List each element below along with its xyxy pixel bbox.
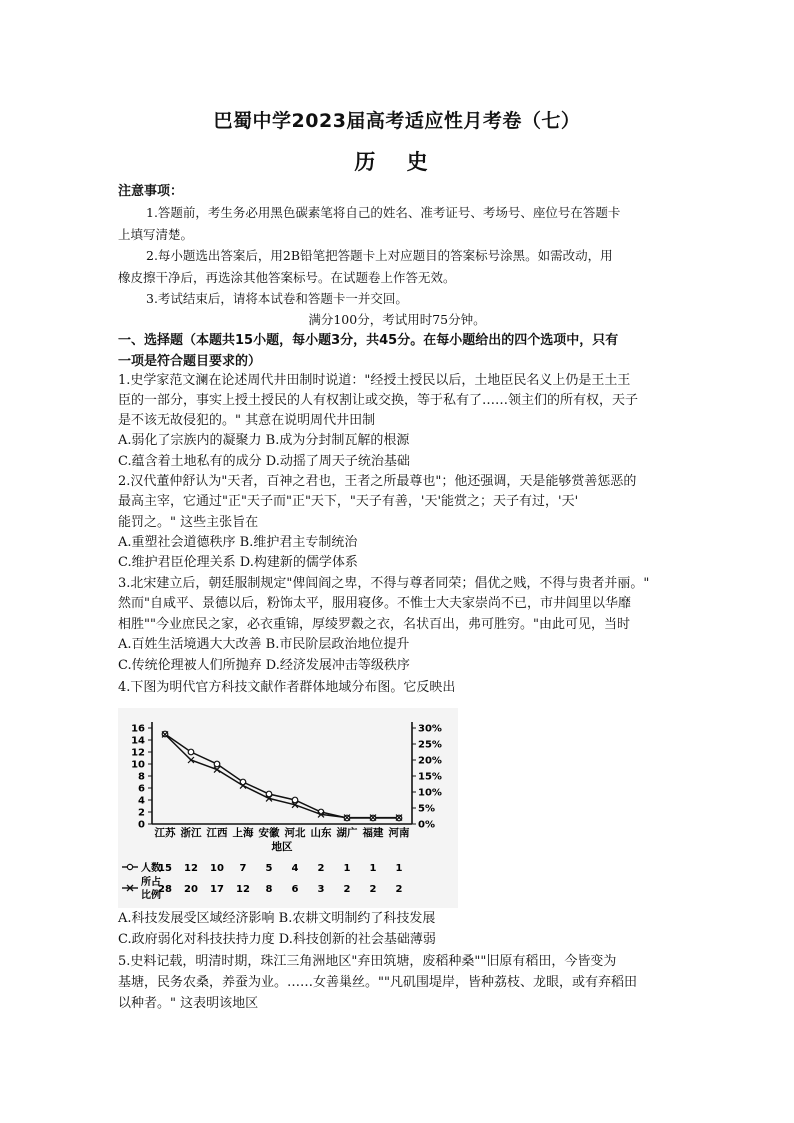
legend-count-marker (127, 864, 132, 869)
notice-heading: 注意事项： (118, 184, 184, 199)
x-tick-label: 河南 (388, 827, 410, 839)
q3-stem-2: 然而"自咸平、景德以后，粉饰太平，服用寝侈。不惟士大夫家崇尚不已，市井闾里以华靡 (118, 596, 631, 611)
notice-item-2-cont: 橡皮擦干净后，再选涂其他答案标号。在试题卷上作答无效。 (118, 270, 456, 285)
left-tick-label: 6 (138, 783, 145, 795)
x-tick-label: 安徽 (258, 827, 280, 839)
q3-stem-1: 3.北宋建立后，朝廷服制规定"俾闾阎之卑，不得与尊者同荣；倡优之贱，不得与贵者并丽。" (118, 576, 650, 591)
count-value: 7 (239, 863, 247, 874)
ratio-value: 6 (291, 884, 299, 895)
left-tick-label: 16 (131, 723, 145, 735)
q1-stem-3: 是不该无故侵犯的。" 其意在说明周代井田制 (118, 413, 376, 428)
count-value: 1 (343, 863, 351, 874)
q5-stem-1: 5.史料记载，明清时期，珠江三角洲地区"弃田筑塘，废稻种桑""旧原有稻田，今皆变为 (118, 954, 617, 969)
legend-count-label: 人数 (141, 863, 161, 874)
count-value: 1 (369, 863, 377, 874)
count-value: 5 (265, 863, 273, 874)
x-tick-label: 江苏 (154, 827, 176, 839)
q3-options-cd[interactable]: C.传统伦理被人们所抛弃 D.经济发展冲击等级秩序 (118, 658, 410, 673)
right-tick-label: 20% (418, 755, 442, 767)
count-value: 15 (158, 863, 172, 874)
ratio-value: 28 (158, 884, 172, 895)
ratio-value: 2 (395, 884, 403, 895)
count-value: 10 (210, 863, 224, 874)
q1-options-ab[interactable]: A.弱化了宗族内的凝聚力 B.成为分封制瓦解的根源 (118, 433, 410, 448)
left-tick-label: 14 (131, 735, 145, 747)
score-time: 满分100分，考试用时75分钟。 (308, 312, 486, 327)
x-axis-label: 地区 (271, 841, 293, 853)
count-value: 4 (291, 863, 299, 874)
right-tick-label: 5% (418, 803, 435, 815)
q1-stem-1: 1.史学家范文澜在论述周代井田制时说道："经授土授民以后，土地臣民名义上仍是王土王 (118, 373, 631, 388)
x-tick-label: 浙江 (180, 827, 202, 839)
x-tick-label: 河北 (284, 827, 306, 839)
count-value: 12 (184, 863, 198, 874)
q5-stem-3: 以种者。" 这表明该地区 (118, 996, 259, 1011)
q1-stem-2: 臣的一部分，事实上授土授民的人有权割让或交换，等于私有了……领主们的所有权，天子 (118, 393, 639, 408)
x-tick-label: 福建 (362, 827, 384, 839)
exam-title: 巴蜀中学2023届高考适应性月考卷（七） (213, 110, 581, 132)
legend-ratio-label: 所占 (141, 877, 161, 888)
x-tick-label: 山东 (310, 827, 332, 839)
ratio-value: 3 (317, 884, 325, 895)
ratio-value: 2 (369, 884, 377, 895)
notice-item-1-cont: 上填写清楚。 (118, 227, 194, 242)
q2-options-cd[interactable]: C.维护君臣伦理关系 D.构建新的儒学体系 (118, 555, 358, 570)
right-tick-label: 0% (418, 819, 435, 831)
notice-item-2: 2.每小题选出答案后，用2B铅笔把答题卡上对应题目的答案标号涂黑。如需改动，用 (146, 248, 613, 263)
notice-item-3: 3.考试结束后，请将本试卷和答题卡一并交回。 (146, 291, 408, 306)
q1-options-cd[interactable]: C.蕴含着土地私有的成分 D.动摇了周天子统治基础 (118, 454, 410, 469)
left-tick-label: 10 (131, 759, 145, 771)
x-tick-label: 湖广 (336, 827, 358, 839)
left-tick-label: 2 (138, 807, 145, 819)
count-point (292, 797, 298, 803)
right-tick-label: 30% (418, 723, 442, 735)
q3-stem-3: 相胜""今业庶民之家，必衣重锦，厚绫罗縠之衣，名状百出，弗可胜穷。"由此可见，当时 (118, 617, 630, 632)
left-tick-label: 0 (138, 819, 145, 831)
right-tick-label: 10% (418, 787, 442, 799)
section-heading: 一、选择题（本题共15小题，每小题3分，共45分。在每小题给出的四个选项中，只有 (118, 333, 619, 348)
q4-stem-1: 4.下图为明代官方科技文献作者群体地域分布图。它反映出 (118, 680, 456, 695)
q2-options-ab[interactable]: A.重塑社会道德秩序 B.维护君主专制统治 (118, 535, 358, 550)
ratio-value: 8 (265, 884, 273, 895)
q5-stem-2: 基塘，民务农桑，养蚕为业。……女善巢丝。""凡矶围堤岸，皆种荔枝、龙眼，或有弃稻田 (118, 975, 637, 990)
count-value: 1 (395, 863, 403, 874)
ratio-value: 2 (343, 884, 351, 895)
q2-stem-3: 能罚之。" 这些主张旨在 (118, 515, 259, 530)
q3-options-ab[interactable]: A.百姓生活境遇大大改善 B.市民阶层政治地位提升 (118, 637, 410, 652)
legend-ratio-label-2: 比例 (141, 890, 161, 901)
subject-title: 历 史 (354, 150, 440, 174)
q2-stem-2: 最高主宰，它通过"正"天子而"正"天下，"天子有善，'天'能赏之；天子有过，'天' (118, 494, 579, 509)
right-tick-label: 15% (418, 771, 442, 783)
notice-item-1: 1.答题前，考生务必用黑色碳素笔将自己的姓名、准考证号、考场号、座位号在答题卡 (146, 205, 621, 220)
count-value: 2 (317, 863, 325, 874)
section-heading-cont: 一项是符合题目要求的） (118, 354, 262, 369)
q4-options-ab[interactable]: A.科技发展受区域经济影响 B.农耕文明制约了科技发展 (118, 911, 436, 926)
distribution-chart (118, 708, 458, 908)
x-tick-label: 江西 (206, 827, 228, 839)
left-tick-label: 12 (131, 747, 145, 759)
left-tick-label: 8 (138, 771, 145, 783)
left-tick-label: 4 (138, 795, 145, 807)
q4-options-cd[interactable]: C.政府弱化对科技扶持力度 D.科技创新的社会基础薄弱 (118, 932, 436, 947)
ratio-value: 17 (210, 884, 224, 895)
ratio-value: 20 (184, 884, 198, 895)
right-tick-label: 25% (418, 739, 442, 751)
count-point (214, 761, 220, 767)
count-point (188, 749, 194, 755)
x-tick-label: 上海 (232, 827, 254, 839)
q2-stem-1: 2.汉代董仲舒认为"天者，百神之君也，王者之所最尊也"；他还强调，天是能够赏善惩恶的 (118, 474, 637, 489)
ratio-value: 12 (236, 884, 250, 895)
